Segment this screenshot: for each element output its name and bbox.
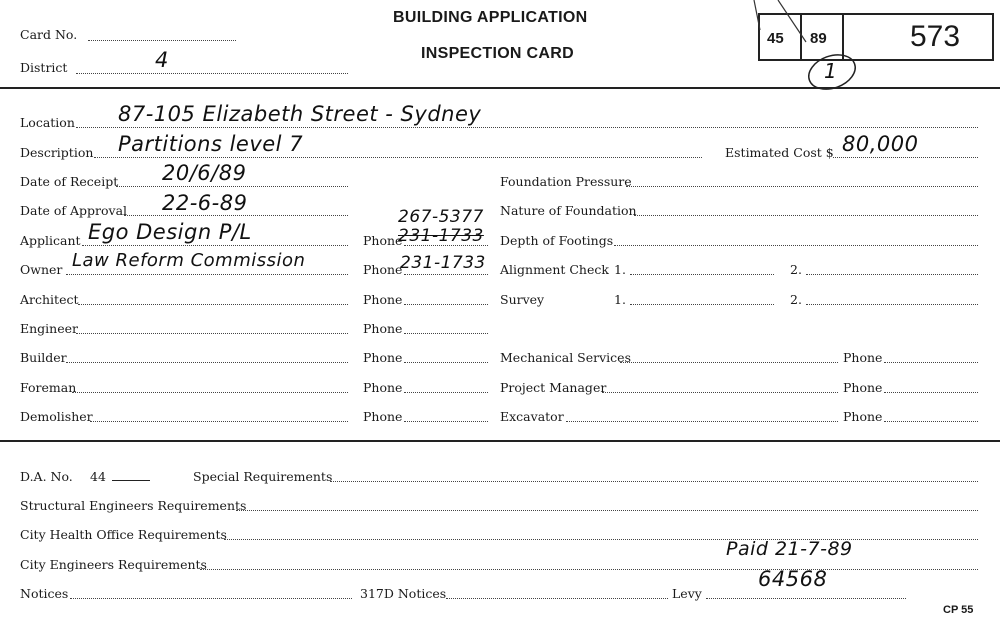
architect-phone-label: Phone	[363, 292, 403, 307]
excavator-label: Excavator	[500, 409, 564, 424]
ref-annotation-marks	[748, 0, 868, 100]
builder-label: Builder	[20, 350, 67, 365]
project-manager-phone-line	[884, 392, 978, 393]
foreman-label: Foreman	[20, 380, 77, 395]
location-value: 87-105 Elizabeth Street - Sydney	[118, 102, 482, 126]
structural-line	[236, 510, 978, 511]
da-no-value: 44	[90, 469, 106, 484]
date-receipt-line	[116, 186, 348, 187]
applicant-phone-label: Phone	[363, 233, 403, 248]
owner-phone-value: 231-1733	[400, 253, 486, 273]
city-engineers-line	[200, 569, 978, 570]
project-manager-line	[602, 392, 838, 393]
paid-note: Paid 21-7-89	[726, 538, 853, 560]
mechanical-line	[620, 362, 838, 363]
foreman-phone-label: Phone	[363, 380, 403, 395]
location-line	[76, 127, 978, 128]
form-title-line1: BUILDING APPLICATION	[393, 9, 588, 26]
owner-phone-line	[404, 274, 488, 275]
notices-line	[70, 598, 352, 599]
applicant-line	[82, 245, 348, 246]
description-line	[94, 157, 702, 158]
foreman-line	[72, 392, 348, 393]
architect-label: Architect	[20, 292, 79, 307]
levy-value: 64568	[758, 567, 828, 591]
survey-item-1: 1.	[614, 292, 626, 307]
demolisher-line	[90, 421, 348, 422]
foundation-pressure-label: Foundation Pressure	[500, 174, 632, 189]
demolisher-label: Demolisher	[20, 409, 93, 424]
engineer-line	[76, 333, 348, 334]
city-engineers-label: City Engineers Requirements	[20, 557, 207, 572]
architect-line	[78, 304, 348, 305]
project-manager-label: Project Manager	[500, 380, 607, 395]
nature-foundation-label: Nature of Foundation	[500, 203, 637, 218]
excavator-phone-line	[884, 421, 978, 422]
date-approval-value: 22-6-89	[162, 191, 248, 215]
applicant-phone-new: 267-5377	[398, 207, 484, 227]
date-approval-line	[124, 215, 348, 216]
survey-line-2	[806, 304, 978, 305]
health-office-line	[224, 539, 978, 540]
alignment-line-1	[630, 274, 774, 275]
estimated-cost-value: 80,000	[842, 132, 919, 156]
card-no-line	[88, 40, 236, 41]
demolisher-phone-line	[404, 421, 488, 422]
special-requirements-line	[330, 481, 978, 482]
levy-line	[706, 598, 906, 599]
health-office-label: City Health Office Requirements	[20, 527, 227, 542]
form-title-line2: INSPECTION CARD	[421, 45, 574, 62]
foreman-phone-line	[404, 392, 488, 393]
survey-line-1	[630, 304, 774, 305]
special-requirements-label: Special Requirements	[193, 469, 333, 484]
engineer-label: Engineer	[20, 321, 78, 336]
da-no-label: D.A. No.	[20, 469, 73, 484]
excavator-phone-label: Phone	[843, 409, 883, 424]
survey-label: Survey	[500, 292, 545, 307]
applicant-value: Ego Design P/L	[88, 220, 252, 244]
notices-label: Notices	[20, 586, 69, 601]
description-label: Description	[20, 145, 94, 160]
depth-footings-line	[614, 245, 978, 246]
demolisher-phone-label: Phone	[363, 409, 403, 424]
estimated-cost-label: Estimated Cost $	[725, 145, 834, 160]
details-divider	[0, 440, 1000, 442]
architect-phone-line	[404, 304, 488, 305]
foundation-pressure-line	[626, 186, 978, 187]
owner-label: Owner	[20, 262, 63, 277]
date-receipt-label: Date of Receipt	[20, 174, 119, 189]
alignment-line-2	[806, 274, 978, 275]
alignment-check-label: Alignment Check	[500, 262, 609, 277]
nature-foundation-line	[634, 215, 978, 216]
location-label: Location	[20, 115, 75, 130]
mechanical-phone-line	[884, 362, 978, 363]
district-value: 4	[155, 48, 169, 72]
builder-phone-line	[404, 362, 488, 363]
builder-phone-label: Phone	[363, 350, 403, 365]
excavator-line	[566, 421, 838, 422]
ref-circled-number: 1	[824, 59, 838, 83]
owner-phone-label: Phone	[363, 262, 403, 277]
owner-value: Law Reform Commission	[72, 250, 306, 271]
description-value: Partitions level 7	[118, 132, 304, 156]
card-no-label: Card No.	[20, 27, 78, 42]
form-code: CP 55	[943, 604, 974, 616]
date-approval-label: Date of Approval	[20, 203, 128, 218]
ref-left: 45	[767, 30, 784, 47]
engineer-phone-line	[404, 333, 488, 334]
notices-317d-line	[446, 598, 668, 599]
applicant-phone-old: 231-1733	[398, 226, 484, 246]
da-no-underline	[112, 480, 150, 481]
depth-footings-label: Depth of Footings	[500, 233, 614, 248]
alignment-item-2: 2.	[790, 262, 802, 277]
applicant-label: Applicant	[20, 233, 81, 248]
survey-item-2: 2.	[790, 292, 802, 307]
builder-line	[66, 362, 348, 363]
district-line	[76, 73, 348, 74]
district-label: District	[20, 60, 68, 75]
estimated-cost-line	[833, 157, 978, 158]
mechanical-label: Mechanical Services	[500, 350, 631, 365]
notices-317d-label: 317D Notices	[360, 586, 447, 601]
date-receipt-value: 20/6/89	[162, 161, 247, 185]
project-manager-phone-label: Phone	[843, 380, 883, 395]
header-divider	[0, 87, 1000, 89]
ref-mid: 89	[810, 30, 827, 47]
structural-label: Structural Engineers Requirements	[20, 498, 247, 513]
levy-label: Levy	[672, 586, 702, 601]
engineer-phone-label: Phone	[363, 321, 403, 336]
owner-line	[66, 274, 348, 275]
mechanical-phone-label: Phone	[843, 350, 883, 365]
alignment-item-1: 1.	[614, 262, 626, 277]
ref-main: 573	[910, 20, 961, 53]
